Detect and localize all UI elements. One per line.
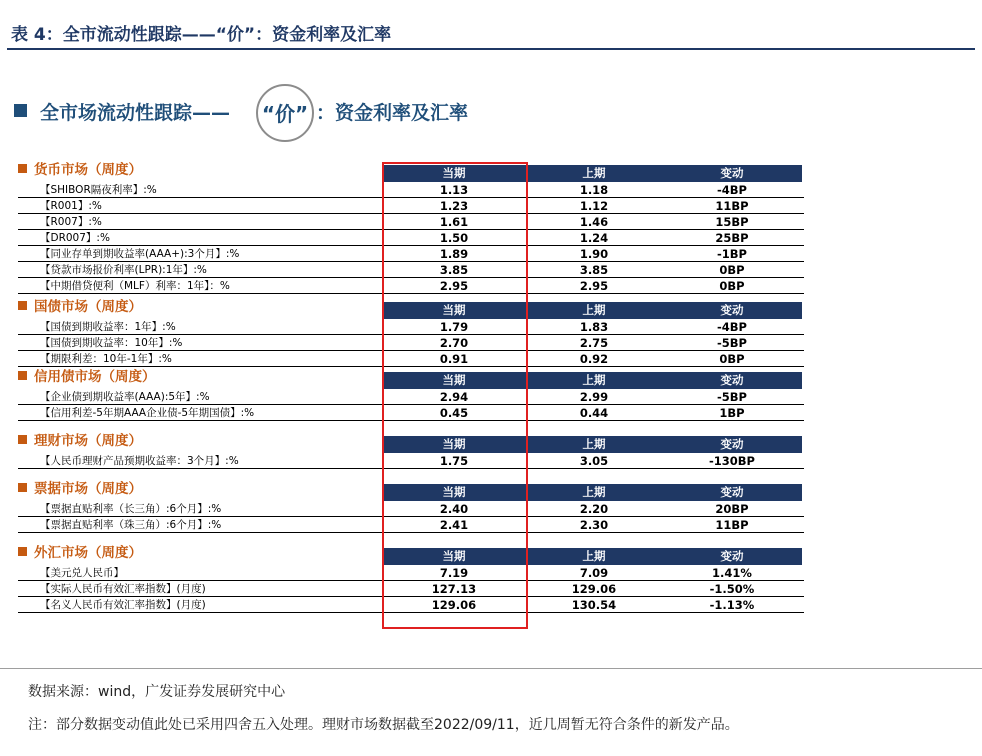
row-label: 【国债到期收益率：10年】:%	[40, 337, 183, 349]
cell-current: 7.19	[439, 566, 469, 580]
cell-previous: 1.83	[579, 320, 609, 334]
row-label: 【SHIBOR隔夜利率】:%	[40, 184, 157, 196]
cell-previous: 130.54	[571, 598, 617, 612]
document-title: 表 4：全市流动性跟踪——“价”：资金利率及汇率	[11, 25, 392, 45]
cell-previous: 3.05	[579, 454, 609, 468]
column-header-previous: 上期	[582, 303, 606, 317]
cell-previous: 1.46	[579, 215, 609, 229]
section-title-text: 票据市场（周度）	[34, 481, 142, 497]
table-row	[18, 182, 804, 198]
section-header	[18, 538, 804, 565]
row-label: 【票据直贴利率（长三角）:6个月】:%	[40, 503, 222, 515]
column-header-current: 当期	[442, 303, 466, 317]
cell-change: 0BP	[719, 263, 745, 277]
row-label: 【同业存单到期收益率(AAA+):3个月】:%	[40, 248, 240, 260]
square-bullet-icon	[18, 371, 27, 380]
cell-current: 2.40	[439, 502, 469, 516]
cell-current: 0.91	[439, 352, 469, 366]
cell-change: 15BP	[715, 215, 749, 229]
cell-previous: 2.95	[579, 279, 609, 293]
cell-previous: 2.20	[579, 502, 609, 516]
data-source-note: 数据来源：wind，广发证券发展研究中心	[28, 684, 286, 700]
cell-change: -130BP	[709, 454, 755, 468]
cell-change: -5BP	[717, 336, 747, 350]
column-header-change: 变动	[720, 303, 744, 317]
cell-previous: 2.99	[579, 390, 609, 404]
column-header-previous: 上期	[582, 373, 606, 387]
square-bullet-icon	[18, 483, 27, 492]
table-row	[18, 246, 804, 262]
footer-divider	[0, 668, 982, 669]
cell-current: 1.13	[439, 183, 469, 197]
section-header	[18, 474, 804, 501]
section-fx-market	[18, 538, 804, 613]
table-row	[18, 501, 804, 517]
cell-current: 129.06	[431, 598, 477, 612]
cell-previous: 2.75	[579, 336, 609, 350]
cell-current: 127.13	[431, 582, 477, 596]
cell-previous: 0.44	[579, 406, 609, 420]
section-title	[18, 295, 142, 315]
cell-change: 0BP	[719, 352, 745, 366]
square-bullet-icon	[18, 301, 27, 310]
cell-change: 1.41%	[712, 566, 752, 580]
row-label: 【中期借贷便利（MLF）利率：1年】：%	[40, 280, 230, 292]
section-money-market	[18, 155, 804, 292]
row-label: 【R007】:%	[40, 216, 102, 228]
table-row	[18, 198, 804, 214]
banner-circle-text: “价”	[261, 102, 309, 126]
cell-current: 2.41	[439, 518, 469, 532]
cell-current: 1.50	[439, 231, 469, 245]
section-header	[18, 426, 804, 453]
cell-previous: 1.12	[579, 199, 609, 213]
cell-change: 1BP	[719, 406, 745, 420]
column-header-current: 当期	[442, 373, 466, 387]
table-row	[18, 230, 804, 246]
row-label: 【实际人民币有效汇率指数】(月度)	[40, 583, 206, 595]
section-bill-market	[18, 474, 804, 538]
column-header-change: 变动	[720, 166, 744, 180]
table-row	[18, 405, 804, 421]
cell-current: 2.70	[439, 336, 469, 350]
section-title-text: 信用债市场（周度）	[34, 369, 156, 385]
row-label: 【信用利差-5年期AAA企业债-5年期国债】:%	[40, 407, 255, 419]
section-header	[18, 155, 804, 182]
cell-change: -4BP	[717, 183, 747, 197]
section-government-bond-market	[18, 292, 804, 366]
square-bullet-icon	[18, 164, 27, 173]
column-header-previous: 上期	[582, 166, 606, 180]
cell-previous: 0.92	[579, 352, 609, 366]
cell-previous: 2.30	[579, 518, 609, 532]
section-title-text: 国债市场（周度）	[34, 299, 142, 315]
row-label: 【票据直贴利率（珠三角）:6个月】:%	[40, 519, 222, 531]
table-row	[18, 335, 804, 351]
section-title-text: 货币市场（周度）	[34, 162, 142, 178]
row-label: 【美元兑人民币】	[40, 567, 124, 579]
cell-current: 0.45	[439, 406, 469, 420]
table-row	[18, 565, 804, 581]
row-label: 【国债到期收益率：1年】:%	[40, 321, 176, 333]
column-header-change: 变动	[720, 485, 744, 499]
cell-change: -1.50%	[709, 582, 755, 596]
banner-right-text: ：资金利率及汇率	[316, 102, 469, 124]
cell-change: 20BP	[715, 502, 749, 516]
cell-current: 1.75	[439, 454, 469, 468]
table-row	[18, 319, 804, 335]
cell-previous: 7.09	[579, 566, 609, 580]
liquidity-table	[18, 155, 804, 613]
square-bullet-icon	[18, 547, 27, 556]
banner-left-text: 全市场流动性跟踪——	[40, 102, 231, 124]
table-row	[18, 262, 804, 278]
row-label: 【期限利差：10年-1年】:%	[40, 353, 172, 365]
cell-current: 1.89	[439, 247, 469, 261]
table-row	[18, 517, 804, 533]
column-header-current: 当期	[442, 166, 466, 180]
section-header	[18, 292, 804, 319]
cell-current: 2.95	[439, 279, 469, 293]
column-header-change: 变动	[720, 373, 744, 387]
column-header-change: 变动	[720, 549, 744, 563]
cell-change: -1.13%	[709, 598, 755, 612]
cell-current: 2.94	[439, 390, 469, 404]
square-bullet-icon	[18, 435, 27, 444]
section-wealth-management-market	[18, 426, 804, 474]
column-header-current: 当期	[442, 485, 466, 499]
row-label: 【R001】:%	[40, 200, 102, 212]
table-row	[18, 597, 804, 613]
section-title	[18, 429, 142, 449]
cell-previous: 3.85	[579, 263, 609, 277]
column-header-previous: 上期	[582, 485, 606, 499]
cell-change: 0BP	[719, 279, 745, 293]
section-title	[18, 477, 142, 497]
section-title	[18, 541, 142, 561]
cell-previous: 1.24	[579, 231, 609, 245]
footnote: 注：部分数据变动值此处已采用四舍五入处理。理财市场数据截至2022/09/11，近几周暂无符合条件的新发产品。	[28, 717, 739, 733]
table-row	[18, 389, 804, 405]
table-row	[18, 214, 804, 230]
cell-current: 1.79	[439, 320, 469, 334]
row-label: 【名义人民币有效汇率指数】(月度)	[40, 599, 206, 611]
cell-current: 3.85	[439, 263, 469, 277]
cell-change: -4BP	[717, 320, 747, 334]
cell-previous: 1.90	[579, 247, 609, 261]
cell-previous: 129.06	[571, 582, 617, 596]
table-row	[18, 581, 804, 597]
section-title	[18, 158, 142, 178]
section-banner	[10, 84, 610, 142]
column-header-current: 当期	[442, 437, 466, 451]
column-header-current: 当期	[442, 549, 466, 563]
row-label: 【人民币理财产品预期收益率：3个月】:%	[40, 455, 239, 467]
row-label: 【企业债到期收益率(AAA):5年】:%	[40, 391, 210, 403]
table-row	[18, 453, 804, 469]
cell-change: 11BP	[715, 518, 749, 532]
cell-change: -5BP	[717, 390, 747, 404]
section-title-text: 外汇市场（周度）	[34, 545, 142, 561]
row-label: 【DR007】:%	[40, 232, 110, 244]
cell-current: 1.61	[439, 215, 469, 229]
column-header-previous: 上期	[582, 549, 606, 563]
cell-current: 1.23	[439, 199, 469, 213]
cell-change: 11BP	[715, 199, 749, 213]
cell-change: -1BP	[717, 247, 747, 261]
section-title	[18, 365, 156, 385]
section-title-text: 理财市场（周度）	[34, 433, 142, 449]
document-header	[7, 18, 975, 50]
section-header	[18, 362, 804, 389]
cell-change: 25BP	[715, 231, 749, 245]
banner-square-icon	[14, 104, 27, 117]
row-label: 【贷款市场报价利率(LPR):1年】:%	[40, 264, 207, 276]
section-credit-bond-market	[18, 362, 804, 426]
column-header-previous: 上期	[582, 437, 606, 451]
banner-circle	[256, 84, 314, 142]
column-header-change: 变动	[720, 437, 744, 451]
cell-previous: 1.18	[579, 183, 609, 197]
